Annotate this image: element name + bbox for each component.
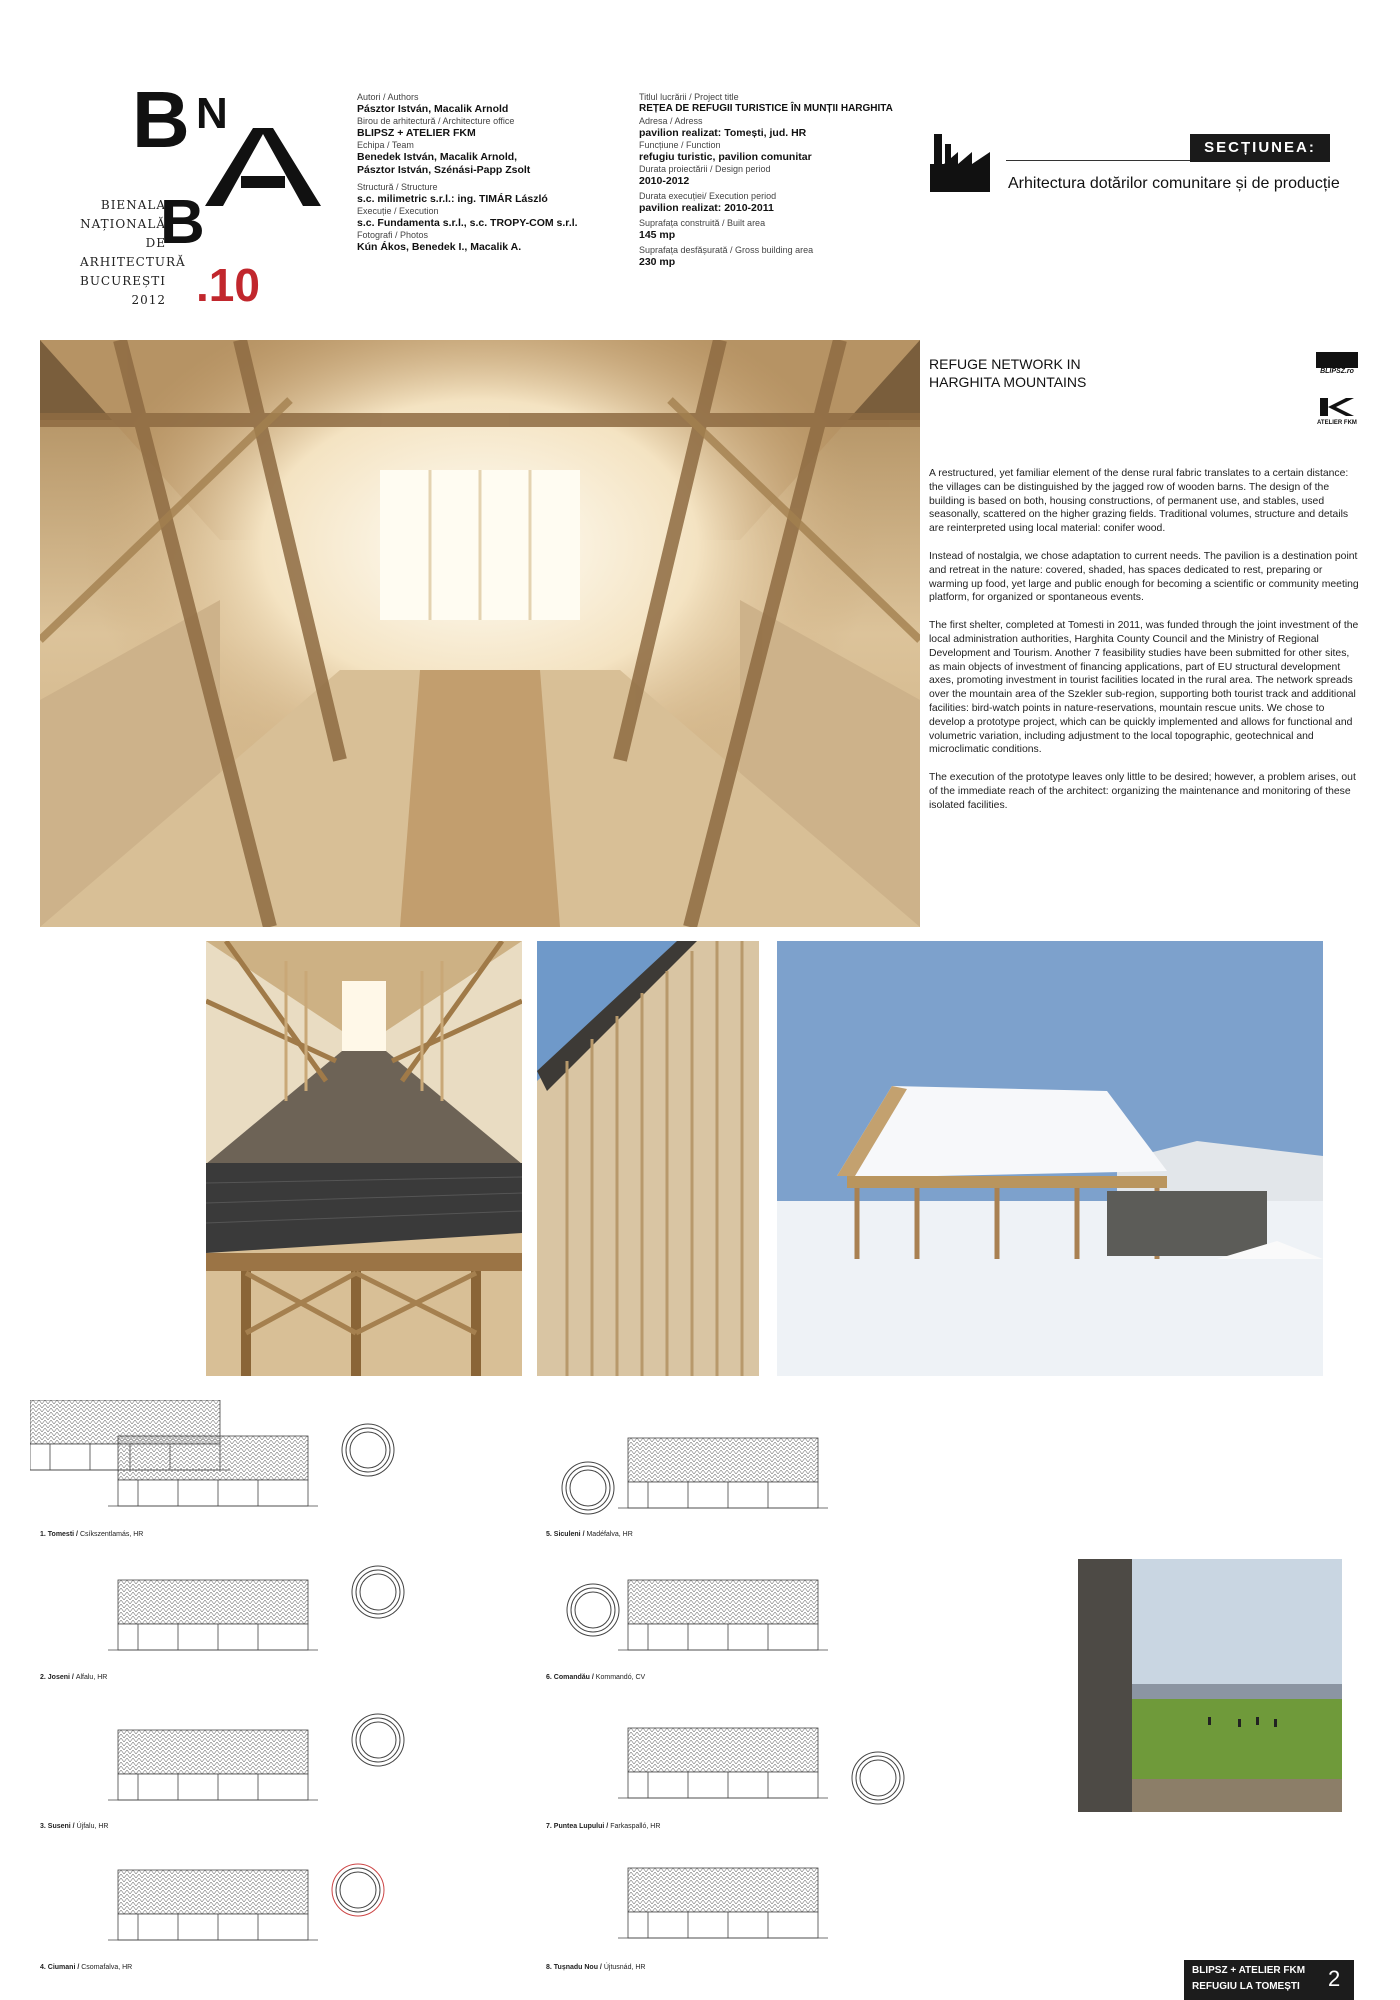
credit-label: Echipa / Team: [357, 140, 414, 150]
logo-letter-a: [205, 128, 321, 208]
roof-structure-photo: [206, 1163, 522, 1376]
info-label: Suprafața desfășurată / Gross building area: [639, 245, 814, 255]
elevation-caption: 6. Comandău / Kommandó, CV: [546, 1674, 646, 1681]
credit-value: Pásztor István, Macalik Arnold: [357, 103, 509, 115]
elevation-caption: 3. Suseni / Újfalu, HR: [40, 1823, 109, 1830]
credit-value: Benedek István, Macalik Arnold,: [357, 151, 518, 163]
footer-label: [1184, 1960, 1354, 2000]
credit-value: Pásztor István, Szénási-Papp Zsolt: [357, 164, 531, 176]
biennale-line: BIENALA: [100, 198, 166, 212]
logo-letter-n: N: [196, 89, 228, 138]
elevation-caption: 8. Tușnadu Nou / Újtusnád, HR: [546, 1964, 646, 1971]
info-value: REȚEA DE REFUGII TURISTICE ÎN MUNȚII HARGHITA: [639, 103, 893, 114]
project-title-line: REFUGE NETWORK IN: [929, 356, 1081, 372]
description-paragraph: Instead of nostalgia, we chose adaptation to current needs. The pavilion is a destination point and retreat in the nature: covered, shaded, has spaces dedicated to rest, preparing or warming up food, yet large and public enough for becoming a scientific or community meeting platform, for organized or spontaneous events.: [929, 550, 1359, 604]
elevation-8: [618, 1868, 828, 1938]
factory-icon: [930, 130, 990, 192]
biennale-line: 2012: [131, 293, 166, 307]
biennale-name: [80, 196, 186, 310]
elevation-caption: 1. Tomesti / Csíkszentlamás, HR: [40, 1531, 144, 1538]
meadow-photo: [1078, 1559, 1342, 1812]
credits-column: [357, 92, 617, 254]
info-value: 2010-2012: [639, 175, 690, 187]
project-title: [929, 355, 1086, 391]
elevation-drawings: [30, 1400, 1090, 2000]
elevation-1: [108, 1424, 394, 1506]
footer-line-1: BLIPSZ + ATELIER FKM: [1192, 1965, 1306, 1976]
footer-line-2: REFUGIU LA TOMEȘTI: [1192, 1981, 1300, 1992]
project-title-line: HARGHITA MOUNTAINS: [929, 374, 1087, 390]
elevation-3: [108, 1714, 404, 1800]
edition-number: .10: [196, 259, 260, 311]
info-label: Funcțiune / Function: [639, 140, 721, 150]
project-description: [929, 467, 1359, 827]
fkm-logo-mark: [1316, 398, 1358, 416]
biennale-line: DE: [145, 236, 166, 250]
elevation-7: [618, 1728, 904, 1804]
section-label: SECȚIUNEA:: [1190, 134, 1330, 162]
credit-label: Fotografi / Photos: [357, 230, 429, 240]
fkm-logo-text: ATELIER FKM: [1317, 420, 1357, 426]
info-value: refugiu turistic, pavilion comunitar: [639, 151, 812, 163]
blipsz-logo: [1316, 352, 1358, 375]
blipsz-logo-mark: [1316, 352, 1358, 368]
biennale-line: BUCUREȘTI: [80, 274, 166, 288]
info-value: 230 mp: [639, 256, 676, 268]
biennale-line: NAȚIONALĂ: [80, 217, 166, 231]
fkm-logo: [1316, 398, 1358, 426]
elevation-2: [108, 1566, 404, 1650]
credit-value: s.c. Fundamenta s.r.l., s.c. TROPY-COM s.r.l.: [357, 217, 578, 229]
credit-value: s.c. milimetric s.r.l.: ing. TIMÁR László: [357, 193, 548, 205]
credit-label: Execuție / Execution: [357, 206, 439, 216]
elevation-5: [562, 1438, 828, 1514]
elevation-caption: 4. Ciumani / Csomafalva, HR: [40, 1964, 133, 1971]
credit-label: Autori / Authors: [357, 92, 419, 102]
interior-attic-photo: [40, 340, 920, 927]
pavilion-snow-photo: [777, 941, 1323, 1376]
info-value: 145 mp: [639, 229, 676, 241]
elevation-4: [108, 1864, 384, 1940]
elevation-6: [567, 1580, 828, 1650]
info-label: Durata execuției/ Execution period: [639, 191, 777, 201]
credit-label: Structură / Structure: [357, 182, 438, 192]
project-info-column: [639, 92, 929, 269]
page-number: 2: [1328, 1966, 1341, 1991]
logo-letter-b2: B: [160, 188, 205, 257]
elevation-caption: 2. Joseni / Alfalu, HR: [40, 1674, 108, 1681]
info-value: pavilion realizat: 2010-2011: [639, 202, 774, 214]
credit-value: Kún Ákos, Benedek I., Macalik A.: [357, 241, 522, 253]
description-paragraph: The first shelter, completed at Tomesti in 2011, was funded through the joint investment of the local administration authorities, Harghita County Council and the Ministry of Regional Development and Tourism. Another 7 feasibility studies have been submitted for other sites, as main objects of investment of financing applications, part of EU structural development axes, promoting investment in tourist facilities located in the rural area. The network spreads over the mountain area of the Szekler sub-region, supporting both tourist track and additional facilities: bird-watch points in nature-reservations, mountain rescue units. We chose to develop a prototype project, which can be quickly implemented and allows for functional and volumetric variation, including adjustment to the local topographic, geotechnical and microclimatic conditions.: [929, 620, 1359, 756]
timber-facade-photo: [537, 941, 759, 1376]
credit-label: Birou de arhitectură / Architecture office: [357, 116, 515, 126]
info-label: Suprafața construită / Built area: [639, 218, 766, 228]
info-value: pavilion realizat: Tomești, jud. HR: [639, 127, 807, 139]
info-label: Adresa / Adress: [639, 116, 703, 126]
logo-letter-b1: B: [132, 75, 190, 164]
credit-value: BLIPSZ + ATELIER FKM: [357, 127, 476, 139]
section-title: Arhitectura dotărilor comunitare și de producție: [1008, 175, 1340, 192]
description-paragraph: A restructured, yet familiar element of the dense rural fabric translates to a certain distance: the villages can be distinguished by the jagged row of wooden barns. The design of the building is based on both, housing constructions, of permanent use, and stables, used seasonally, scattered on the higher grazing fields. Traditional volumes, structure and details are reinterpreted using local material: conifer wood.: [929, 468, 1349, 535]
info-label: Titlul lucrării / Project title: [639, 92, 739, 102]
elevation-caption: 7. Puntea Lupului / Farkaspalló, HR: [546, 1823, 661, 1830]
elevation-caption: 5. Siculeni / Madéfalva, HR: [546, 1531, 633, 1538]
info-label: Durata proiectării / Design period: [639, 164, 771, 174]
biennale-line: ARHITECTURĂ: [80, 255, 186, 269]
description-paragraph: The execution of the prototype leaves only little to be desired; however, a problem arises, out of the immediate reach of the architect: organizing the maintenance and monitoring of these isolated facilities.: [929, 772, 1356, 811]
corridor-photo: [206, 941, 522, 1164]
blipsz-logo-text: BLIPSZ.ro: [1320, 368, 1354, 375]
